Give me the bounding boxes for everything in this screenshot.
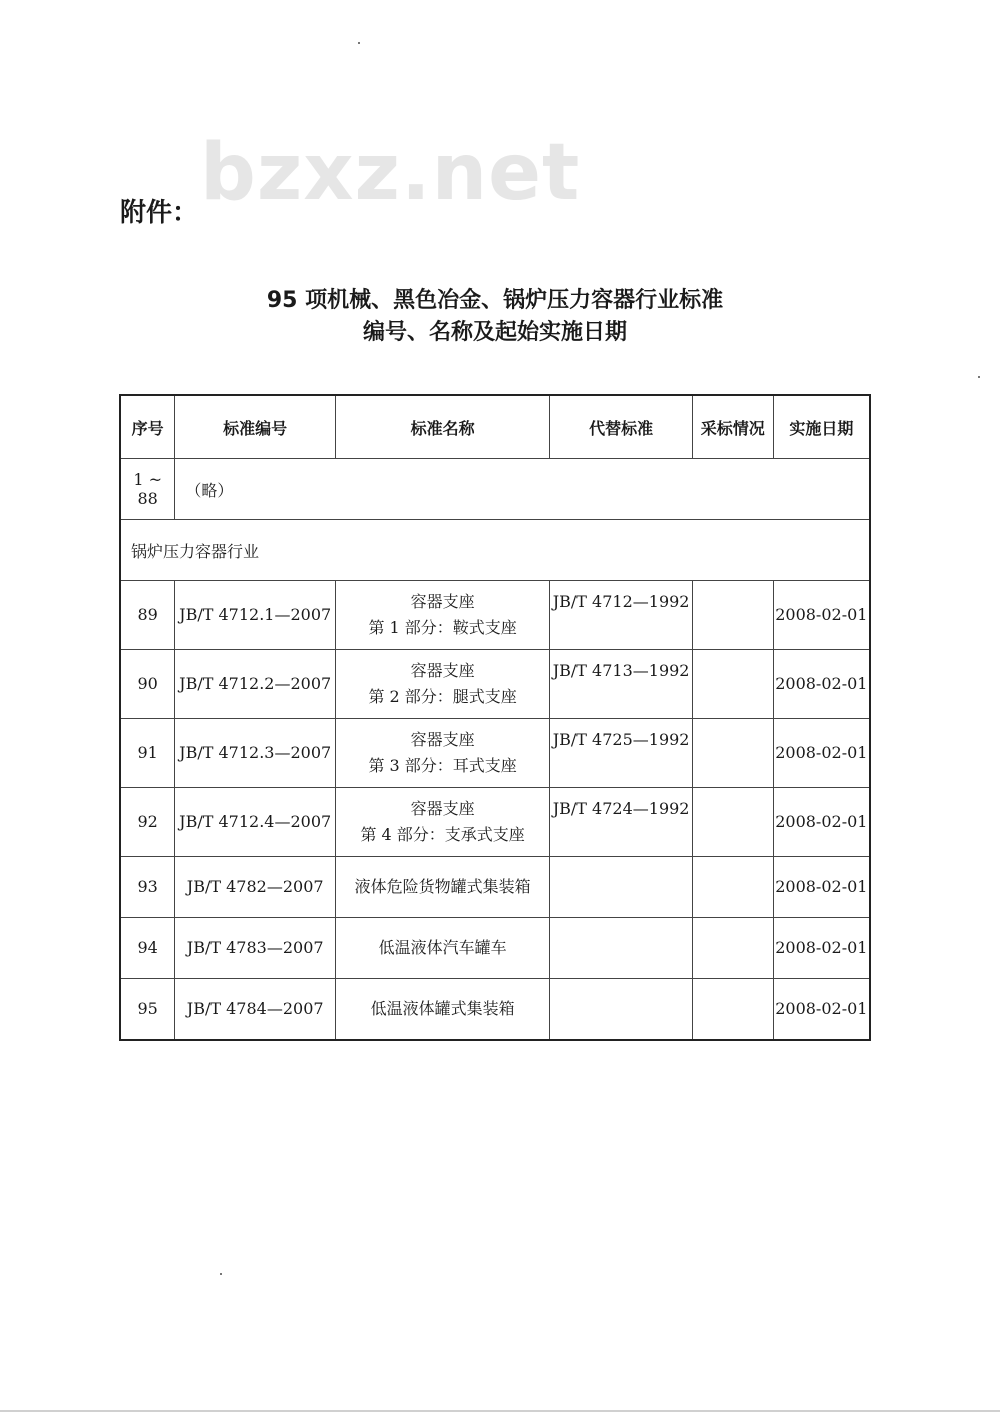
row-replaces: JB/T 4724—1992 [550, 788, 693, 857]
table-row [120, 857, 870, 918]
attachment-label: 附件： [120, 198, 199, 228]
row-date: 2008-02-01 [773, 650, 870, 719]
row-name [335, 581, 549, 650]
row-seq: 93 [120, 857, 175, 918]
document-title-line-2: 编号、名称及起始实施日期 [362, 320, 627, 345]
row-seq: 91 [120, 719, 175, 788]
row-date: 2008-02-01 [773, 788, 870, 857]
row-code: JB/T 4712.4—2007 [175, 788, 336, 857]
row-seq: 95 [120, 979, 175, 1041]
standards-table [119, 394, 871, 1041]
header-adoption: 采标情况 [692, 395, 773, 459]
row-seq: 94 [120, 918, 175, 979]
row-adoption [692, 719, 773, 788]
row-name [335, 918, 549, 979]
row-code: JB/T 4712.1—2007 [175, 581, 336, 650]
row-date: 2008-02-01 [773, 581, 870, 650]
row-code: JB/T 4712.3—2007 [175, 719, 336, 788]
omitted-note: （略） [175, 459, 870, 520]
table-header-row [120, 395, 870, 459]
row-name-line-1: 液体危险货物罐式集装箱 [354, 877, 531, 896]
row-name-line-2: 第 4 部分：支承式支座 [360, 825, 525, 844]
row-name-line-1: 低温液体汽车罐车 [378, 938, 507, 957]
header-seq: 序号 [120, 395, 175, 459]
table-row [120, 979, 870, 1041]
header-name: 标准名称 [335, 395, 549, 459]
row-seq: 89 [120, 581, 175, 650]
row-name [335, 857, 549, 918]
row-name-line-1: 低温液体罐式集装箱 [370, 999, 515, 1018]
row-date: 2008-02-01 [773, 719, 870, 788]
row-date: 2008-02-01 [773, 857, 870, 918]
row-name-line-1: 容器支座 [410, 661, 475, 680]
row-name-line-2: 第 3 部分：耳式支座 [368, 756, 517, 775]
section-title: 锅炉压力容器行业 [120, 520, 870, 581]
row-adoption [692, 857, 773, 918]
section-row [120, 520, 870, 581]
row-name [335, 979, 549, 1041]
omitted-row [120, 459, 870, 520]
row-code: JB/T 4783—2007 [175, 918, 336, 979]
row-name [335, 788, 549, 857]
page-edge [0, 1410, 1000, 1412]
row-replaces [550, 918, 693, 979]
row-seq: 92 [120, 788, 175, 857]
table-row [120, 581, 870, 650]
table-row [120, 719, 870, 788]
row-replaces [550, 857, 693, 918]
scan-speck [220, 1273, 222, 1275]
scan-speck [978, 376, 980, 378]
row-replaces: JB/T 4725—1992 [550, 719, 693, 788]
table-row [120, 650, 870, 719]
row-seq: 90 [120, 650, 175, 719]
row-adoption [692, 581, 773, 650]
row-adoption [692, 979, 773, 1041]
scan-speck [358, 42, 360, 44]
row-name-line-1: 容器支座 [410, 730, 475, 749]
document-title-line-1: 95 项机械、黑色冶金、锅炉压力容器行业标准 [266, 288, 724, 313]
row-name [335, 719, 549, 788]
row-adoption [692, 918, 773, 979]
row-name-line-1: 容器支座 [410, 799, 475, 818]
row-code: JB/T 4784—2007 [175, 979, 336, 1041]
row-code: JB/T 4712.2—2007 [175, 650, 336, 719]
row-replaces: JB/T 4713—1992 [550, 650, 693, 719]
table-row [120, 918, 870, 979]
row-replaces [550, 979, 693, 1041]
row-name [335, 650, 549, 719]
row-name-line-2: 第 2 部分：腿式支座 [368, 687, 517, 706]
omitted-range: 1 ~ 88 [120, 459, 175, 520]
row-date: 2008-02-01 [773, 918, 870, 979]
header-date: 实施日期 [773, 395, 870, 459]
header-code: 标准编号 [175, 395, 336, 459]
row-adoption [692, 650, 773, 719]
header-replaces: 代替标准 [550, 395, 693, 459]
row-replaces: JB/T 4712—1992 [550, 581, 693, 650]
row-name-line-1: 容器支座 [410, 592, 475, 611]
row-adoption [692, 788, 773, 857]
row-code: JB/T 4782—2007 [175, 857, 336, 918]
row-date: 2008-02-01 [773, 979, 870, 1041]
table-row [120, 788, 870, 857]
watermark: bzxz.net [200, 128, 581, 218]
row-name-line-2: 第 1 部分：鞍式支座 [368, 618, 517, 637]
